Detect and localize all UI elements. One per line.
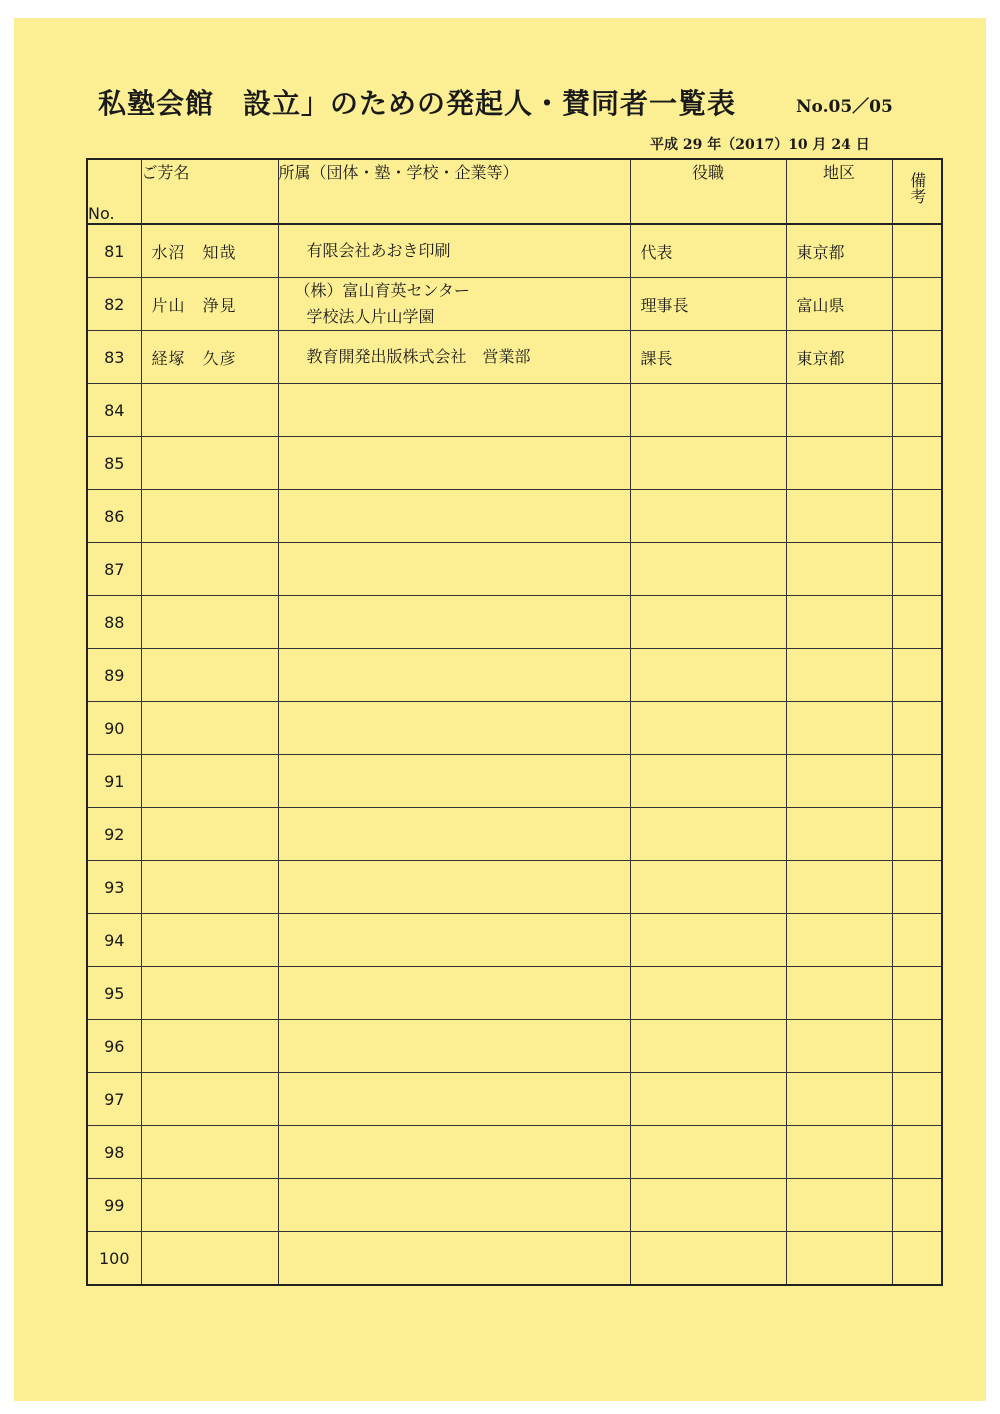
row-area [786,649,892,702]
row-number: 83 [87,331,141,384]
table-row [87,437,942,490]
row-role: 代表 [630,224,786,278]
row-affiliation [278,1126,630,1179]
row-area [786,384,892,437]
header-name: ご芳名 [141,159,278,224]
table-row [87,1126,942,1179]
row-number: 91 [87,755,141,808]
row-role [630,1126,786,1179]
row-area [786,1126,892,1179]
row-notes [892,437,942,490]
row-name [141,1179,278,1232]
row-role [630,1073,786,1126]
row-affiliation [278,543,630,596]
row-role [630,1020,786,1073]
header-area: 地区 [786,159,892,224]
row-name [141,490,278,543]
row-notes [892,755,942,808]
row-notes [892,543,942,596]
row-area [786,437,892,490]
row-name [141,861,278,914]
row-name [141,1073,278,1126]
row-role [630,755,786,808]
row-name [141,755,278,808]
table-row [87,808,942,861]
row-notes [892,278,942,331]
row-number: 95 [87,967,141,1020]
row-area [786,1073,892,1126]
row-name: 経塚 久彦 [141,331,278,384]
row-notes [892,861,942,914]
row-affiliation [278,808,630,861]
row-number: 93 [87,861,141,914]
row-notes [892,1073,942,1126]
row-affiliation [278,1179,630,1232]
row-area: 東京都 [786,224,892,278]
roster-table [86,158,943,1286]
row-affiliation [278,278,630,331]
row-area [786,967,892,1020]
affiliation-line: 有限会社あおき印刷 [306,241,451,260]
row-number: 81 [87,224,141,278]
header-role: 役職 [630,159,786,224]
row-number: 82 [87,278,141,331]
row-affiliation [278,437,630,490]
row-affiliation [278,224,630,278]
row-area [786,755,892,808]
row-number: 97 [87,1073,141,1126]
row-name [141,437,278,490]
row-area [786,543,892,596]
row-number: 85 [87,437,141,490]
header-row [87,159,942,224]
row-role: 理事長 [630,278,786,331]
row-number: 94 [87,914,141,967]
row-affiliation [278,331,630,384]
table-row [87,914,942,967]
row-name [141,808,278,861]
row-area [786,1232,892,1286]
table-row [87,861,942,914]
row-notes [892,224,942,278]
row-notes [892,702,942,755]
row-number: 87 [87,543,141,596]
row-notes [892,331,942,384]
row-role [630,808,786,861]
row-notes [892,808,942,861]
row-area [786,914,892,967]
affiliation-line: （株）富山育英センター [294,281,470,300]
row-area [786,1179,892,1232]
row-notes [892,967,942,1020]
row-role: 課長 [630,331,786,384]
row-number: 89 [87,649,141,702]
table-row [87,1179,942,1232]
table-row [87,596,942,649]
row-area: 東京都 [786,331,892,384]
row-role [630,490,786,543]
row-role [630,596,786,649]
row-name [141,596,278,649]
row-area [786,1020,892,1073]
row-area: 富山県 [786,278,892,331]
row-area [786,808,892,861]
table-row [87,649,942,702]
row-area [786,702,892,755]
header-no: No. [87,159,141,224]
header-affiliation: 所属（団体・塾・学校・企業等） [278,159,630,224]
table-row [87,224,942,278]
document-title: 私塾会館 設立」のための発起人・賛同者一覧表 [98,87,737,120]
affiliation-line: 教育開発出版株式会社 営業部 [306,347,531,366]
row-area [786,861,892,914]
table-row [87,1020,942,1073]
row-number: 99 [87,1179,141,1232]
row-affiliation [278,384,630,437]
row-affiliation [278,1020,630,1073]
row-role [630,384,786,437]
row-notes [892,914,942,967]
row-notes [892,596,942,649]
row-name [141,649,278,702]
row-number: 92 [87,808,141,861]
table-row [87,331,942,384]
row-area [786,490,892,543]
row-name [141,1020,278,1073]
table-row [87,1232,942,1286]
table-row [87,755,942,808]
row-number: 88 [87,596,141,649]
row-role [630,649,786,702]
roster-body [87,224,942,1285]
row-notes [892,384,942,437]
row-affiliation [278,1073,630,1126]
row-name [141,384,278,437]
row-name [141,1232,278,1286]
row-role [630,1179,786,1232]
row-role [630,1232,786,1286]
table-row [87,1073,942,1126]
row-number: 96 [87,1020,141,1073]
row-number: 90 [87,702,141,755]
header-notes-text: 備考 [907,171,927,204]
row-notes [892,649,942,702]
row-number: 100 [87,1232,141,1286]
row-name: 片山 浄見 [141,278,278,331]
table-row [87,543,942,596]
row-role [630,702,786,755]
document-date: 平成 29 年（2017）10 月 24 日 [650,137,870,153]
row-affiliation [278,490,630,543]
row-affiliation [278,914,630,967]
document-number: No.05／05 [796,97,893,117]
row-number: 84 [87,384,141,437]
row-name [141,914,278,967]
row-affiliation [278,702,630,755]
header-notes [892,159,942,224]
row-name [141,543,278,596]
row-affiliation [278,1232,630,1286]
row-affiliation [278,755,630,808]
row-area [786,596,892,649]
row-number: 86 [87,490,141,543]
row-notes [892,1179,942,1232]
row-role [630,967,786,1020]
table-row [87,278,942,331]
row-role [630,914,786,967]
table-row [87,702,942,755]
row-notes [892,1232,942,1286]
affiliation-line: 学校法人片山学園 [306,307,435,326]
row-role [630,543,786,596]
row-role [630,437,786,490]
row-name [141,1126,278,1179]
row-notes [892,490,942,543]
row-name: 水沼 知哉 [141,224,278,278]
table-row [87,967,942,1020]
row-number: 98 [87,1126,141,1179]
row-affiliation [278,649,630,702]
table-row [87,490,942,543]
row-notes [892,1126,942,1179]
row-name [141,967,278,1020]
row-affiliation [278,967,630,1020]
row-role [630,861,786,914]
row-notes [892,1020,942,1073]
row-affiliation [278,861,630,914]
row-affiliation [278,596,630,649]
table-row [87,384,942,437]
row-name [141,702,278,755]
